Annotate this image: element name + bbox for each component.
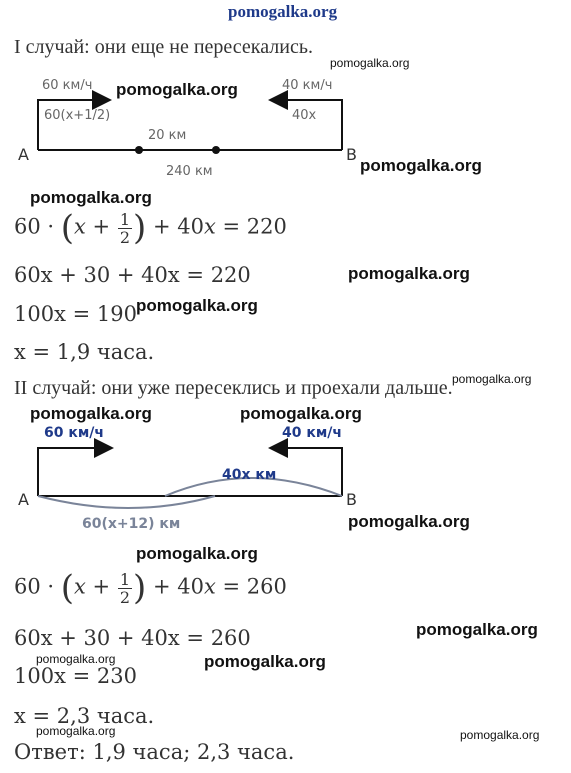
watermark: pomogalka.org	[136, 544, 258, 563]
c2-dist-bottom: 60(x+12) км	[82, 516, 181, 532]
watermark: pomogalka.org	[30, 404, 152, 423]
case2-equation-4: x = 2,3 часа.	[14, 704, 155, 728]
watermark: pomogalka.org	[116, 80, 238, 99]
watermark: pomogalka.org	[348, 264, 470, 283]
c1-dist-right: 40x	[292, 108, 317, 123]
watermark: pomogalka.org	[204, 652, 326, 671]
c1-total: 240 км	[166, 164, 213, 179]
c2-point-b: B	[346, 490, 357, 509]
case1-equation-3: 100x = 190	[14, 302, 137, 326]
c1-speed-right: 40 км/ч	[282, 78, 333, 93]
case1-heading: I случай: они еще не пересекались.	[14, 36, 313, 58]
case1-equation-2: 60x + 30 + 40x = 220	[14, 263, 251, 287]
meeting-point-2	[212, 146, 220, 154]
c2-speed-left: 60 км/ч	[44, 425, 105, 441]
watermark: pomogalka.org	[36, 724, 116, 738]
watermark: pomogalka.org	[36, 652, 116, 666]
watermark: pomogalka.org	[240, 404, 362, 423]
answer: Ответ: 1,9 часа; 2,3 часа.	[14, 740, 295, 764]
case1-equation-4: x = 1,9 часа.	[14, 340, 155, 364]
watermark: pomogalka.org	[136, 296, 258, 315]
left-car-arrow	[38, 448, 112, 496]
case2-equation-1: 60 · (x + $\frac{1}{2}$ ) + 40x = 260	[14, 568, 287, 608]
watermark: pomogalka.org	[30, 188, 152, 207]
bottom-arc	[38, 496, 215, 508]
c2-point-a: A	[18, 490, 29, 509]
case2-equation-2: 60x + 30 + 40x = 260	[14, 626, 251, 650]
right-car-arrow	[270, 448, 342, 496]
watermark: pomogalka.org	[360, 156, 482, 175]
watermark: pomogalka.org	[452, 372, 532, 386]
c1-dist-left: 60(x+1/2)	[44, 108, 111, 123]
watermark: pomogalka.org	[348, 512, 470, 531]
c1-point-a: A	[18, 145, 29, 164]
c1-gap: 20 км	[148, 128, 187, 143]
case1-equation-1: 60 · (x + $\frac{1}{2}$ ) + 40x = 220	[14, 208, 287, 248]
watermark: pomogalka.org	[416, 620, 538, 639]
watermark: pomogalka.org	[330, 56, 410, 70]
c1-speed-left: 60 км/ч	[42, 78, 93, 93]
meeting-point-1	[135, 146, 143, 154]
c2-speed-right: 40 км/ч	[282, 425, 343, 441]
watermark: pomogalka.org	[460, 728, 540, 742]
case2-heading: II случай: они уже пересеклись и проехали дальше.	[14, 377, 453, 399]
case2-equation-3: 100x = 230	[14, 664, 137, 688]
watermark-top: pomogalka.org	[228, 2, 338, 21]
c1-point-b: B	[346, 145, 357, 164]
c2-dist-top: 40x км	[222, 467, 277, 483]
